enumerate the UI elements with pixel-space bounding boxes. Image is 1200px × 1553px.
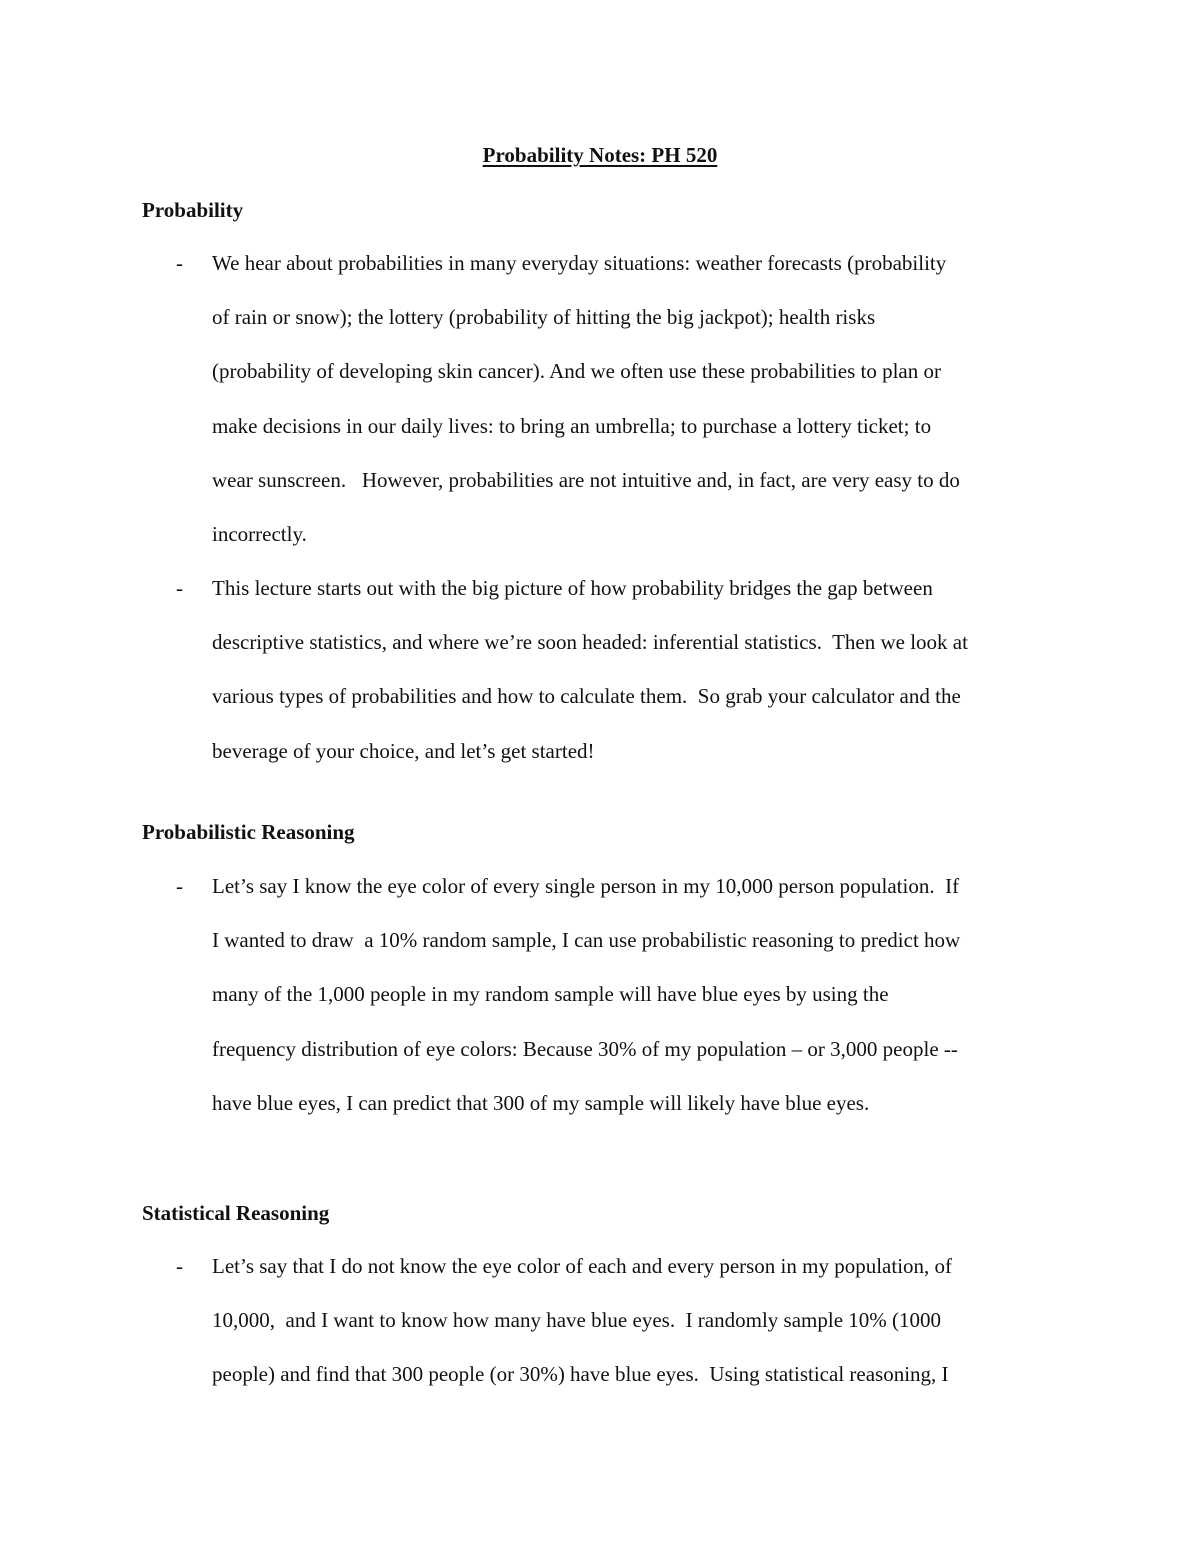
- section-heading-statistical-reasoning: Statistical Reasoning: [142, 1201, 330, 1225]
- text-line: many of the 1,000 people in my random sample will have blue eyes by using the: [212, 982, 889, 1007]
- text-line: I wanted to draw a 10% random sample, I can use probabilistic reasoning to predict how: [212, 928, 961, 953]
- text-line: have blue eyes, I can predict that 300 of my sample will likely have blue eyes.: [212, 1090, 870, 1115]
- text-line: frequency distribution of eye colors: Because 30% of my population – or 3,000 people --: [212, 1036, 958, 1061]
- bullet-item: [142, 859, 1082, 1130]
- bullet-dash: -: [176, 251, 183, 275]
- text-line: make decisions in our daily lives: to bring an umbrella; to purchase a lottery ticket; to: [212, 413, 932, 438]
- text-line: beverage of your choice, and let’s get started!: [212, 738, 595, 763]
- bullet-dash: -: [176, 576, 183, 600]
- section-heading-probabilistic-reasoning: Probabilistic Reasoning: [142, 820, 355, 844]
- bullet-dash: -: [176, 1254, 183, 1278]
- text-line: Let’s say I know the eye color of every single person in my 10,000 person population. If: [212, 874, 960, 898]
- bullet-text: [212, 1239, 1082, 1402]
- bullet-item: [142, 236, 1082, 561]
- text-line: This lecture starts out with the big picture of how probability bridges the gap between: [212, 576, 933, 600]
- bullet-text: [212, 859, 1082, 1130]
- text-line: 10,000, and I want to know how many have blue eyes. I randomly sample 10% (1000: [212, 1308, 942, 1333]
- document-title: Probability Notes: PH 520: [482, 143, 718, 167]
- bullet-text: [212, 236, 1082, 561]
- bullet-dash: -: [176, 874, 183, 898]
- text-line: We hear about probabilities in many everyday situations: weather forecasts (probability: [212, 251, 947, 275]
- text-line: (probability of developing skin cancer). And we often use these probabilities to plan or: [212, 359, 941, 384]
- section-heading-probability: Probability: [142, 198, 244, 222]
- text-line: people) and find that 300 people (or 30%) have blue eyes. Using statistical reasoning, I: [212, 1362, 949, 1387]
- bullet-item: [142, 561, 1082, 778]
- text-line: wear sunscreen. However, probabilities are not intuitive and, in fact, are very easy to do: [212, 467, 960, 492]
- text-line: descriptive statistics, and where we’re soon headed: inferential statistics. Then we look at: [212, 630, 968, 655]
- text-line: incorrectly.: [212, 522, 307, 547]
- text-line: Let’s say that I do not know the eye color of each and every person in my population, of: [212, 1254, 953, 1278]
- text-line: various types of probabilities and how to calculate them. So grab your calculator and the: [212, 684, 961, 709]
- text-line: of rain or snow); the lottery (probability of hitting the big jackpot); health risks: [212, 305, 876, 330]
- bullet-item: [142, 1239, 1082, 1402]
- bullet-text: [212, 561, 1082, 778]
